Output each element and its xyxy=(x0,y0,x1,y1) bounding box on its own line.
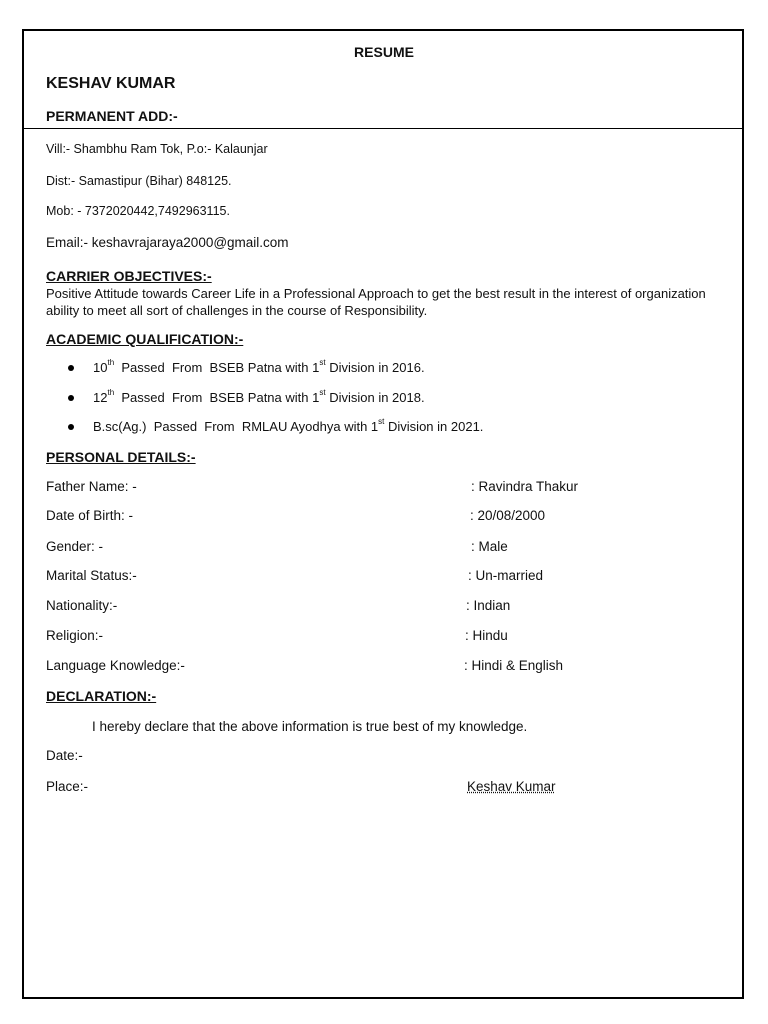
objectives-heading: CARRIER OBJECTIVES:- xyxy=(46,268,212,284)
academic-item-mid: Passed From BSEB Patna with 1 xyxy=(114,390,320,405)
marital-status-label: Marital Status:- xyxy=(46,568,137,583)
academic-item-sup2: st xyxy=(319,388,326,397)
academic-item-sup: th xyxy=(107,388,115,397)
declaration-text: I hereby declare that the above information is true best of my knowledge. xyxy=(92,719,528,734)
religion-label: Religion:- xyxy=(46,628,104,643)
language-value: : Hindi & English xyxy=(464,658,564,673)
academic-item-sup: th xyxy=(107,358,115,367)
nationality-label: Nationality:- xyxy=(46,598,118,613)
academic-item-end: Division in 2018. xyxy=(325,390,425,405)
candidate-name: KESHAV KUMAR xyxy=(46,75,176,92)
academic-item-end: Division in 2016. xyxy=(325,360,425,375)
academic-item-num: 12 xyxy=(93,390,108,405)
gender-label: Gender: - xyxy=(46,539,104,554)
language-label: Language Knowledge:- xyxy=(46,658,185,673)
page-title: RESUME xyxy=(354,44,414,60)
dob-label: Date of Birth: - xyxy=(46,508,134,523)
father-name-value: : Ravindra Thakur xyxy=(471,479,579,494)
declaration-heading: DECLARATION:- xyxy=(46,688,157,704)
academic-item xyxy=(93,419,483,434)
academic-item xyxy=(93,360,425,375)
academic-item-sup2: st xyxy=(319,358,326,367)
bullet-icon xyxy=(68,424,74,430)
address-village: Vill:- Shambhu Ram Tok, P.o:- Kalaunjar xyxy=(46,142,268,156)
religion-value: : Hindu xyxy=(465,628,508,643)
signature: Keshav Kumar xyxy=(467,779,556,794)
bullet-icon xyxy=(68,365,74,371)
objectives-text: Positive Attitude towards Career Life in a Professional Approach to get the best result in the interest of organization ability to meet all sort of challenges in the course of Responsibility. xyxy=(46,286,706,318)
bullet-icon xyxy=(68,395,74,401)
nationality-value: : Indian xyxy=(466,598,511,613)
gender-value: : Male xyxy=(471,539,508,554)
academic-item-end: Division in 2021. xyxy=(384,419,484,434)
address-district: Dist:- Samastipur (Bihar) 848125. xyxy=(46,174,232,188)
academic-heading: ACADEMIC QUALIFICATION:- xyxy=(46,331,244,347)
academic-item-num: B.sc(Ag.) xyxy=(93,419,147,434)
academic-item-mid: Passed From BSEB Patna with 1 xyxy=(114,360,320,375)
divider xyxy=(24,128,742,129)
place-label: Place:- xyxy=(46,779,89,794)
father-name-label: Father Name: - xyxy=(46,479,137,494)
marital-status-value: : Un-married xyxy=(468,568,544,583)
academic-item-sup2: st xyxy=(378,417,385,426)
date-label: Date:- xyxy=(46,748,83,763)
academic-item xyxy=(93,390,425,405)
academic-item-num: 10 xyxy=(93,360,108,375)
academic-item-mid: Passed From RMLAU Ayodhya with 1 xyxy=(146,419,379,434)
address-mobile: Mob: - 7372020442,7492963115. xyxy=(46,204,230,218)
address-email: Email:- keshavrajaraya2000@gmail.com xyxy=(46,235,289,250)
personal-heading: PERSONAL DETAILS:- xyxy=(46,449,196,465)
permanent-address-heading: PERMANENT ADD:- xyxy=(46,108,178,124)
dob-value: : 20/08/2000 xyxy=(470,508,546,523)
